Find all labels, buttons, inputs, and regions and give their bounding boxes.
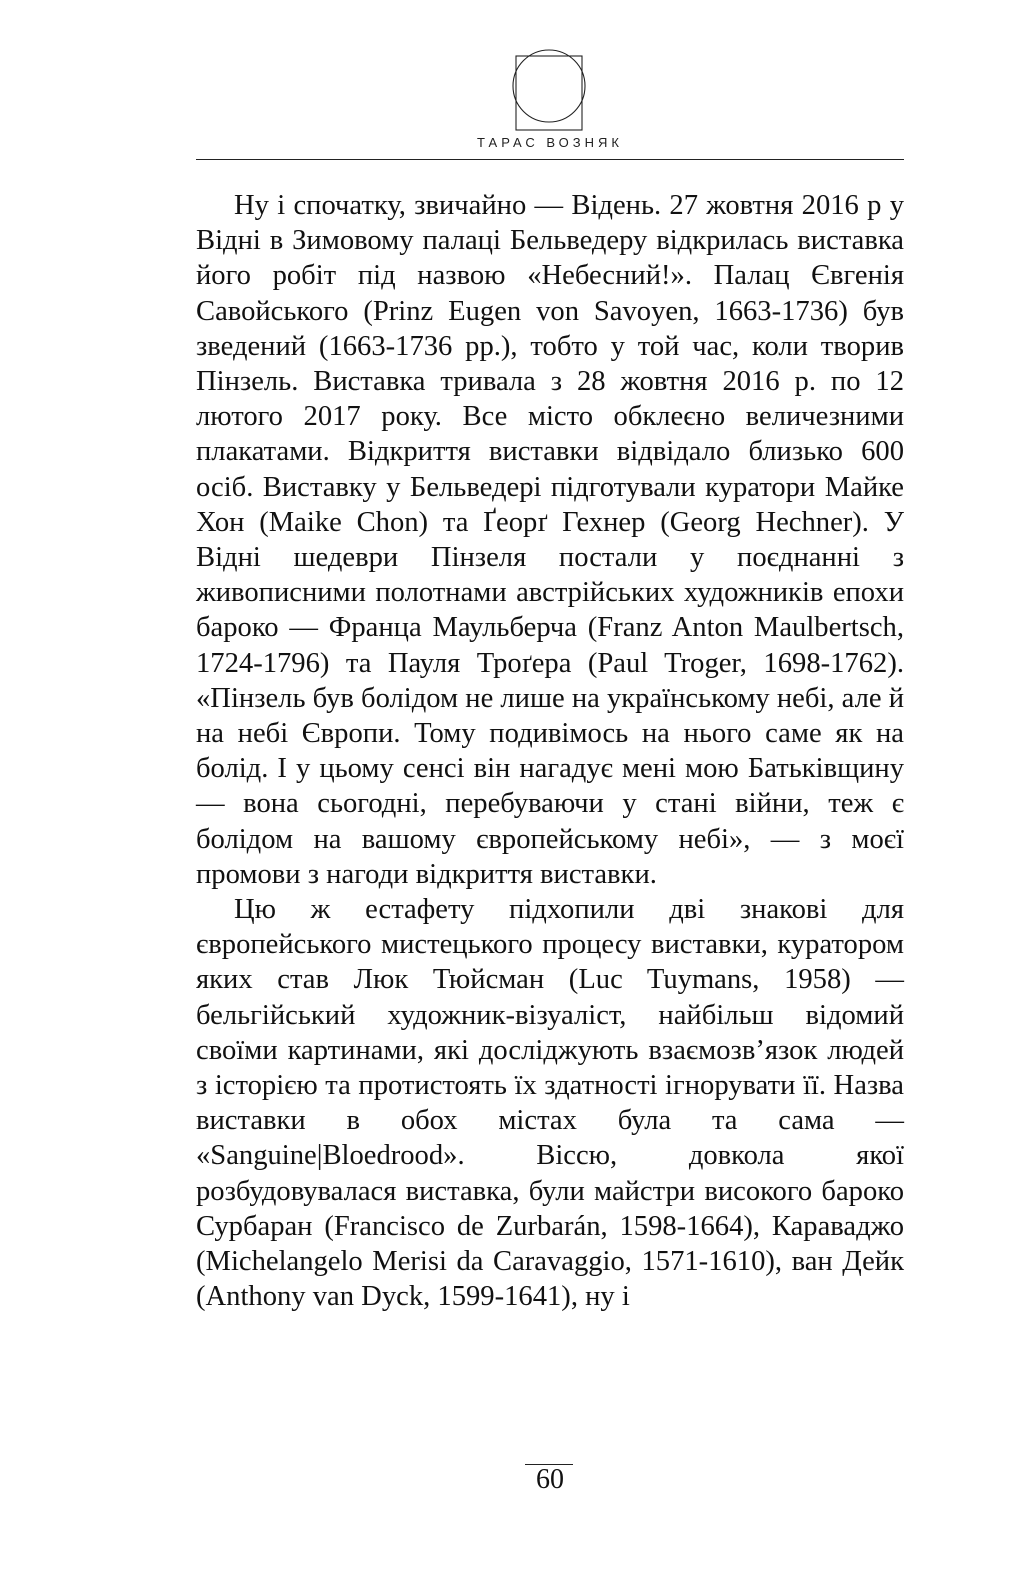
page-number: 60 bbox=[536, 1464, 564, 1495]
running-head-author: ТАРАС ВОЗНЯК bbox=[477, 135, 623, 150]
circle-square-emblem-icon bbox=[510, 44, 588, 132]
body-text bbox=[196, 188, 904, 1315]
paragraph-1: Ну і спочатку, звичайно — Відень. 27 жовтня 2016 р у Відні в Зимовому палаці Бельведеру відкрилась виставка його робіт під назвою «Небесний!». Палац Євгенія Савойського (Prinz Eugen von Savoyen, 1663-1736) був зведений (1663-1736 рр.), тобто у той час, коли творив Пінзель. Виставка тривала з 28 жовтня 2016 р. по 12 лютого 2017 року. Все місто обклеєно величезними плакатами. Відкриття виставки відвідало близько 600 осіб. Виставку у Бельведері підготували куратори Майке Хон (Maike Chon) та Ґеорґ Гехнер (Georg Hechner). У Відні шедеври Пінзеля постали у поєднанні з живописними полотнами австрійських художників епохи бароко — Франца Маульберча (Franz Anton Maulbertsch, 1724-1796) та Пауля Троґера (Paul Troger, 1698-1762). «Пінзель був болідом не лише на українському небі, але й на небі Європи. Тому подивімось на нього саме як на болід. І у цьому сенсі він нагадує мені мою Батьківщину — вона сьогодні, перебуваючи у стані війни, теж є болідом на вашому європейському небі», — з моєї промови з нагоди відкриття виставки. bbox=[196, 190, 905, 890]
paragraph-2: Цю ж естафету підхопили дві знакові для європейського мистецького процесу виставки, куратором яких став Люк Тюйсман (Luc Tuymans, 1958) — бельгійський художник-візуаліст, найбільш відомий своїми картинами, які досліджують взаємозв’язок людей з історією та протистоять їх здатності ігнорувати її. Назва виставки в обох містах була та сама — «Sanguine|Bloedrood». Віссю, довкола якої розбудовувалася виставка, були майстри високого бароко Сурбаран (Francisco de Zurbarán, 1598-1664), Караваджо (Michelangelo Merisi da Caravaggio, 1571-1610), ван Дейк (Anthony van Dyck, 1599-1641), ну і bbox=[196, 894, 904, 1313]
header-rule bbox=[196, 159, 904, 160]
